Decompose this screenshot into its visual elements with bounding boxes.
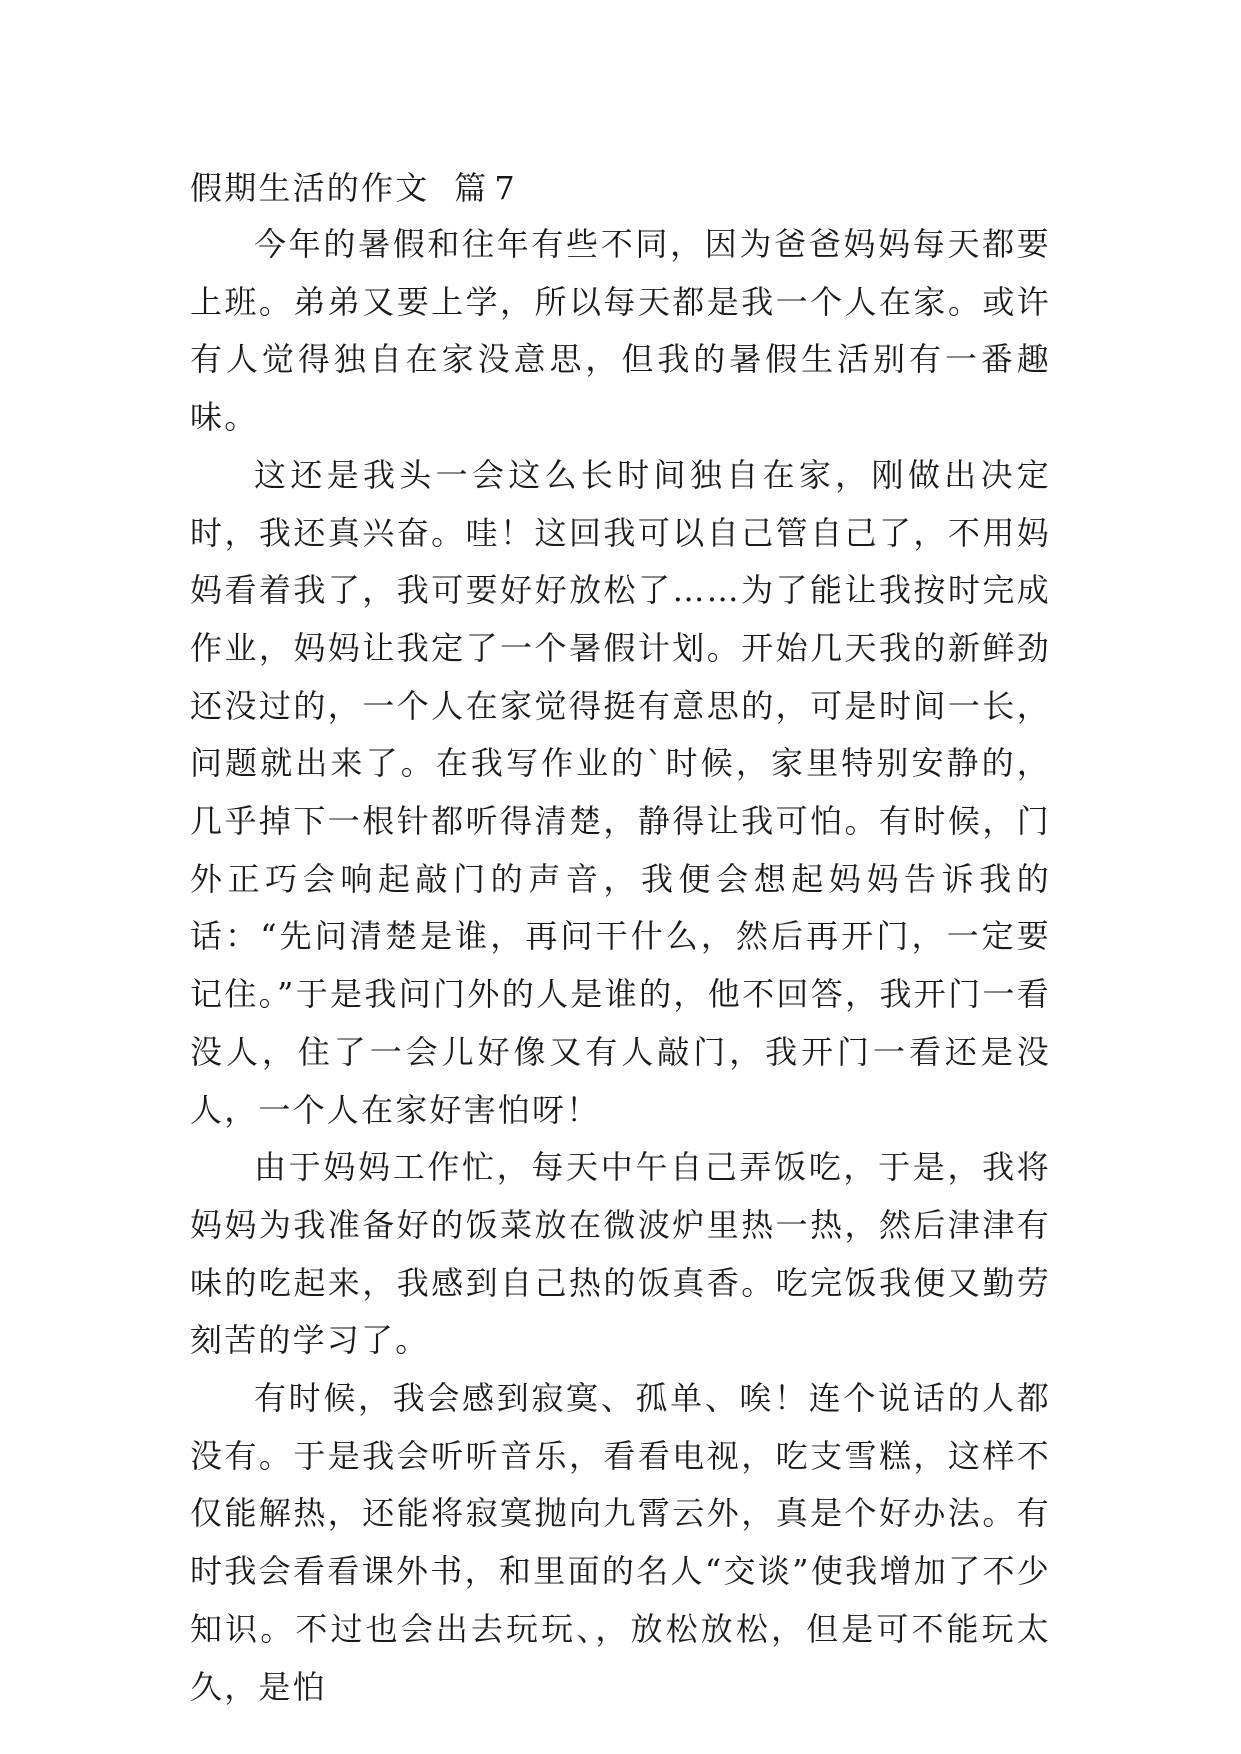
document-title [190,160,1051,216]
paragraph-4: 有时候，我会感到寂寞、孤单、唉！连个说话的人都没有。于是我会听听音乐，看看电视，吃支雪糕，这样不仅能解热，还能将寂寞抛向九霄云外，真是个好办法。有时我会看看课外书，和里面的名人“交谈”使我增加了不少知识。不过也会出去玩玩、，放松放松，但是可不能玩太久，是怕 [190,1379,1051,1706]
paragraph-3: 由于妈妈工作忙，每天中午自己弄饭吃，于是，我将妈妈为我准备好的饭菜放在微波炉里热一热，然后津津有味的吃起来，我感到自己热的饭真香。吃完饭我便又勤劳刻苦的学习了。 [190,1148,1051,1360]
document-body [190,160,1051,1716]
title-section-number: 7 [494,169,517,207]
paragraph-1: 今年的暑假和往年有些不同，因为爸爸妈妈每天都要上班。弟弟又要上学，所以每天都是我一个人在家。或许有人觉得独自在家没意思，但我的暑假生活别有一番趣味。 [190,225,1051,437]
paragraph-2: 这还是我头一会这么长时间独自在家，刚做出决定时，我还真兴奋。哇！这回我可以自己管自己了，不用妈妈看着我了，我可要好好放松了……为了能让我按时完成作业，妈妈让我定了一个暑假计划。开始几天我的新鲜劲还没过的，一个人在家觉得挺有意思的，可是时间一长，问题就出来了。在我写作业的`时候，家里特别安静的，几乎掉下一根针都听得清楚，静得让我可怕。有时候，门外正巧会响起敲门的声音，我便会想起妈妈告诉我的话：“先问清楚是谁，再问干什么，然后再开门，一定要记住。”于是我问门外的人是谁的，他不回答，我开门一看没人，住了一会儿好像又有人敲门，我开门一看还是没人，一个人在家好害怕呀！ [190,455,1051,1129]
title-section-label: 篇 [454,169,489,207]
title-text: 假期生活的作文 [190,169,430,207]
